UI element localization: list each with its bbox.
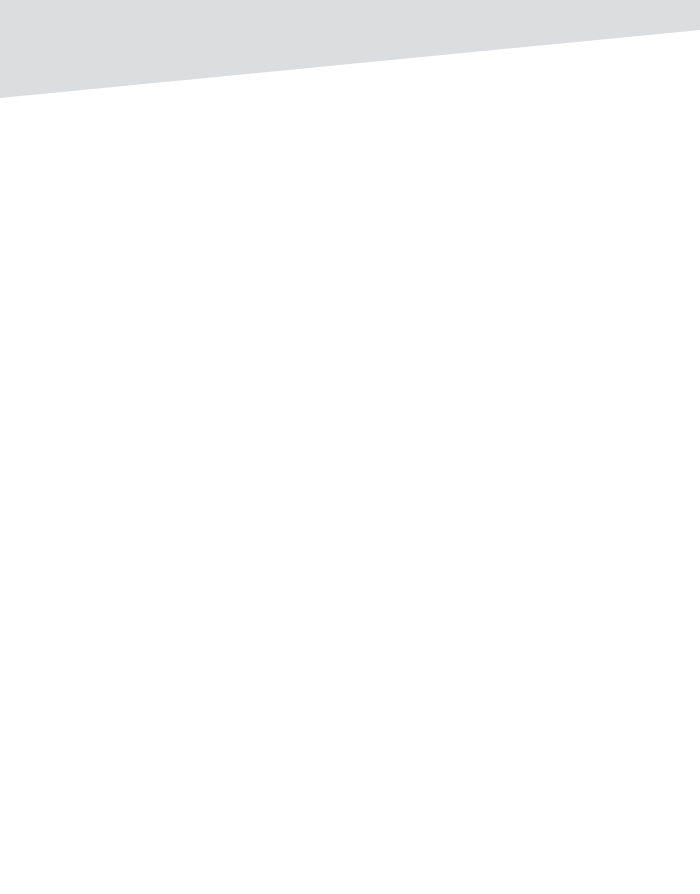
header-band xyxy=(0,0,700,100)
